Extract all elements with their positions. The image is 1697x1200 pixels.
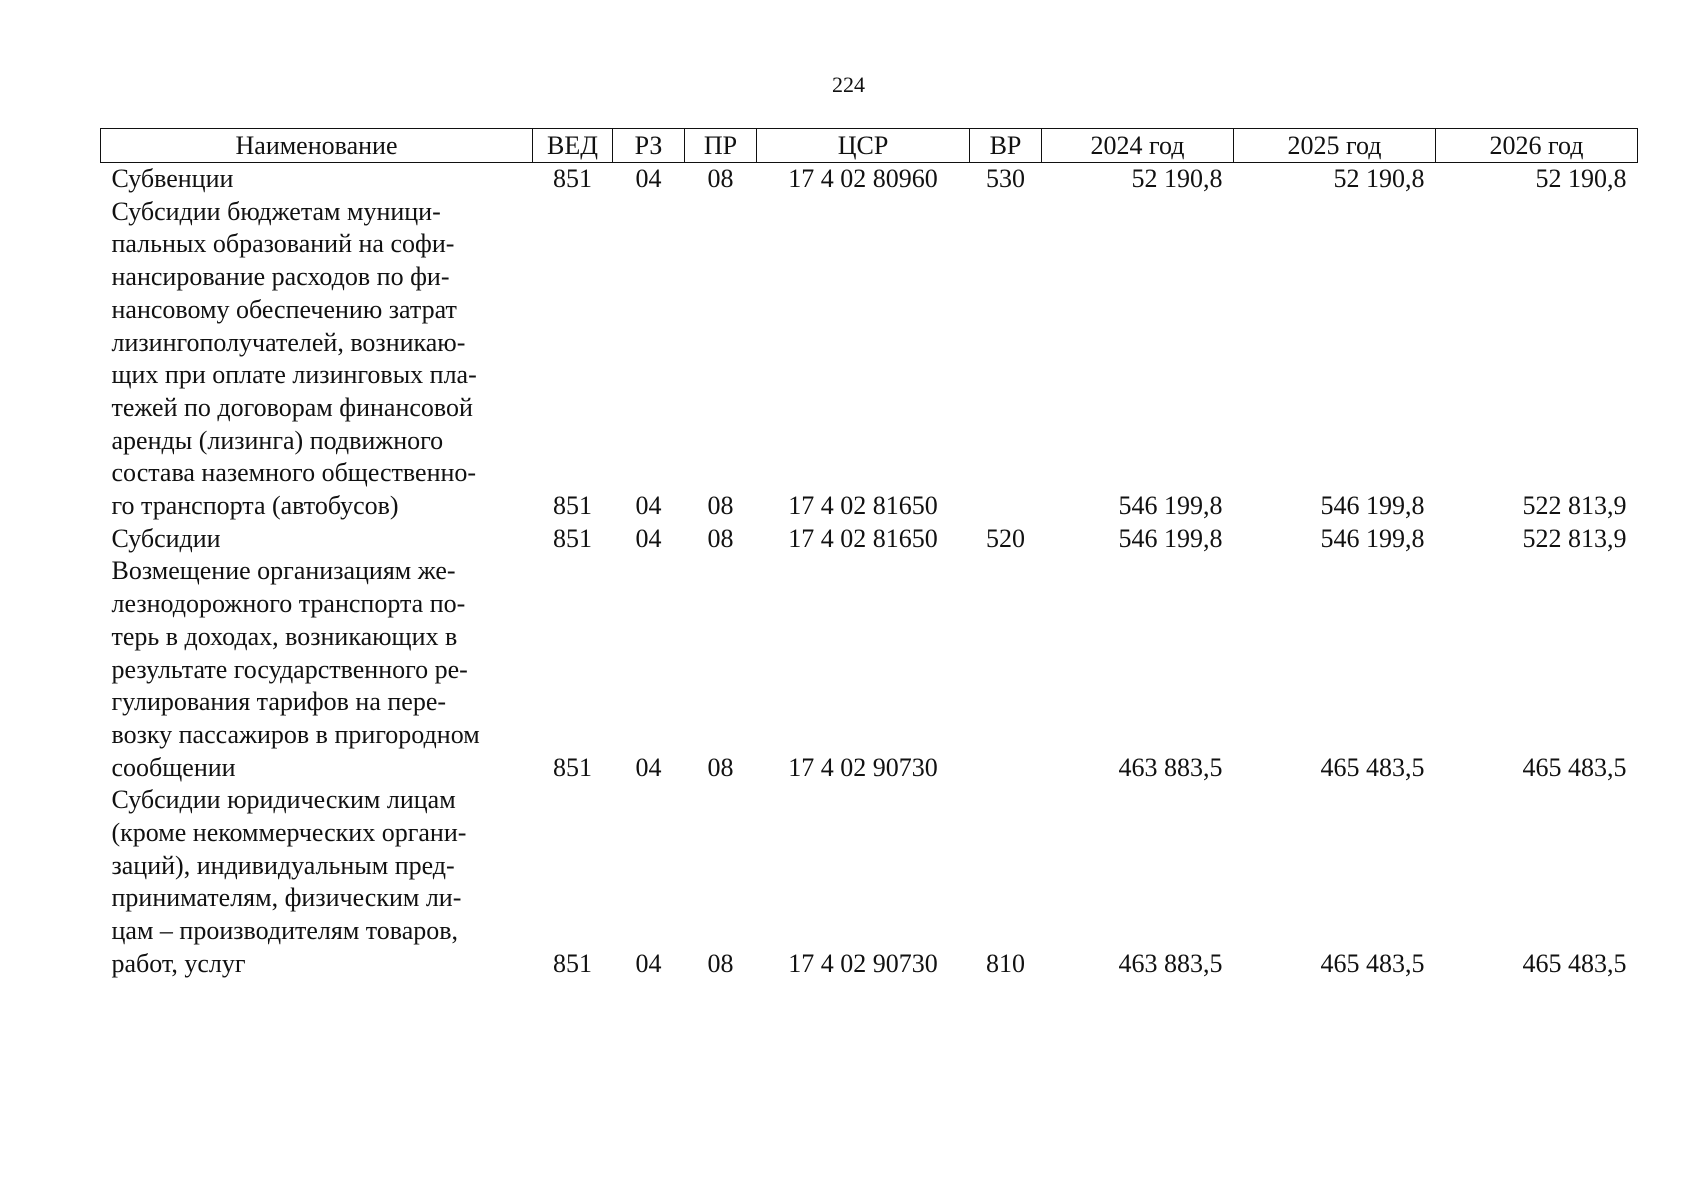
cell-2024: 463 883,5: [1118, 752, 1223, 782]
cell-ved: 851: [553, 491, 592, 521]
cell-rz: 04: [635, 523, 662, 553]
cell-pr: 08: [707, 752, 734, 782]
name-line: работ, услуг: [111, 948, 246, 978]
header-vr: ВР: [970, 129, 1042, 163]
name-line: го транспорта (автобусов): [111, 491, 399, 521]
name-line: тежей по договорам финансовой: [111, 392, 473, 422]
cell-2026: 52 190,8: [1535, 164, 1627, 193]
header-ved: ВЕД: [533, 129, 613, 163]
name-line: (кроме некоммерческих органи-: [111, 818, 467, 848]
name-line: сообщении: [111, 752, 236, 782]
cell-ved: 851: [553, 523, 592, 553]
name-line: цам – производителям товаров,: [111, 916, 459, 946]
name-line: Субсидии: [111, 523, 221, 553]
name-line: возку пассажиров в пригородном: [111, 719, 480, 749]
cell-pr: 08: [707, 523, 734, 553]
cell-ved: 851: [553, 164, 592, 193]
name-line: пальных образований на софи-: [111, 229, 455, 259]
cell-2025: 465 483,5: [1320, 752, 1425, 782]
name-line: нансирование расходов по фи-: [111, 262, 450, 292]
name-line: лезнодорожного транспорта по-: [111, 589, 466, 619]
name-line: Субвенции: [111, 164, 234, 193]
cell-rz: 04: [635, 491, 662, 521]
cell-rz: 04: [635, 164, 662, 193]
name-line: Субсидии юридическим лицам: [111, 785, 456, 815]
header-pr: ПР: [685, 129, 757, 163]
cell-vr: 810: [986, 948, 1025, 978]
cell-pr: 08: [707, 948, 734, 978]
budget-table: [100, 128, 1638, 981]
header-2025: 2025 год: [1234, 129, 1436, 163]
cell-name: [101, 196, 533, 523]
cell-vr: [970, 555, 1042, 784]
header-csr: ЦСР: [757, 129, 970, 163]
name-line: аренды (лизинга) подвижного: [111, 425, 444, 455]
cell-2026: 465 483,5: [1522, 948, 1627, 978]
table-body: [101, 163, 1638, 981]
cell-2025: 52 190,8: [1333, 164, 1425, 193]
cell-rz: 04: [635, 752, 662, 782]
cell-2024: 463 883,5: [1118, 948, 1223, 978]
cell-2024: 546 199,8: [1118, 491, 1223, 521]
cell-2024: 546 199,8: [1118, 523, 1223, 553]
cell-csr: 17 4 02 90730: [788, 948, 938, 978]
header-rz: РЗ: [613, 129, 685, 163]
cell-csr: 17 4 02 81650: [788, 491, 938, 521]
name-line: лизингополучателей, возникаю-: [111, 327, 466, 357]
name-line: принимателям, физическим ли-: [111, 883, 462, 913]
name-line: нансовому обеспечению затрат: [111, 294, 457, 324]
name-line: щих при оплате лизинговых пла-: [111, 360, 477, 390]
page-number: 224: [832, 72, 865, 97]
cell-name: [101, 523, 533, 556]
table-row: [101, 163, 1638, 196]
name-line: заций), индивидуальным пред-: [111, 850, 455, 880]
name-line: терь в доходах, возникающих в: [111, 621, 458, 651]
cell-pr: 08: [707, 491, 734, 521]
cell-pr: 08: [707, 164, 734, 193]
cell-ved: 851: [553, 948, 592, 978]
cell-2024: 52 190,8: [1131, 164, 1223, 193]
cell-ved: 851: [553, 752, 592, 782]
table-header: [101, 129, 1638, 163]
cell-vr: [970, 196, 1042, 523]
cell-csr: 17 4 02 80960: [788, 164, 938, 193]
table-row: [101, 196, 1638, 523]
header-2024: 2024 год: [1042, 129, 1234, 163]
name-line: состава наземного общественно-: [111, 458, 477, 488]
table-row: [101, 555, 1638, 784]
cell-2026: 522 813,9: [1522, 523, 1627, 553]
cell-2025: 546 199,8: [1320, 523, 1425, 553]
header-2026: 2026 год: [1436, 129, 1638, 163]
name-line: Субсидии бюджетам муници-: [111, 196, 441, 226]
header-row: [101, 129, 1638, 163]
cell-name: [101, 784, 533, 980]
cell-2025: 546 199,8: [1320, 491, 1425, 521]
table-row: [101, 784, 1638, 980]
table-row: [101, 523, 1638, 556]
cell-vr: 530: [986, 164, 1025, 193]
cell-2025: 465 483,5: [1320, 948, 1425, 978]
name-line: результате государственного ре-: [111, 654, 468, 684]
cell-name: [101, 163, 533, 196]
cell-vr: 520: [986, 523, 1025, 553]
cell-csr: 17 4 02 90730: [788, 752, 938, 782]
cell-2026: 522 813,9: [1522, 491, 1627, 521]
cell-2026: 465 483,5: [1522, 752, 1627, 782]
cell-rz: 04: [635, 948, 662, 978]
cell-name: [101, 555, 533, 784]
header-name: Наименование: [101, 129, 533, 163]
name-line: гулирования тарифов на пере-: [111, 687, 447, 717]
cell-csr: 17 4 02 81650: [788, 523, 938, 553]
name-line: Возмещение организациям же-: [111, 556, 456, 586]
